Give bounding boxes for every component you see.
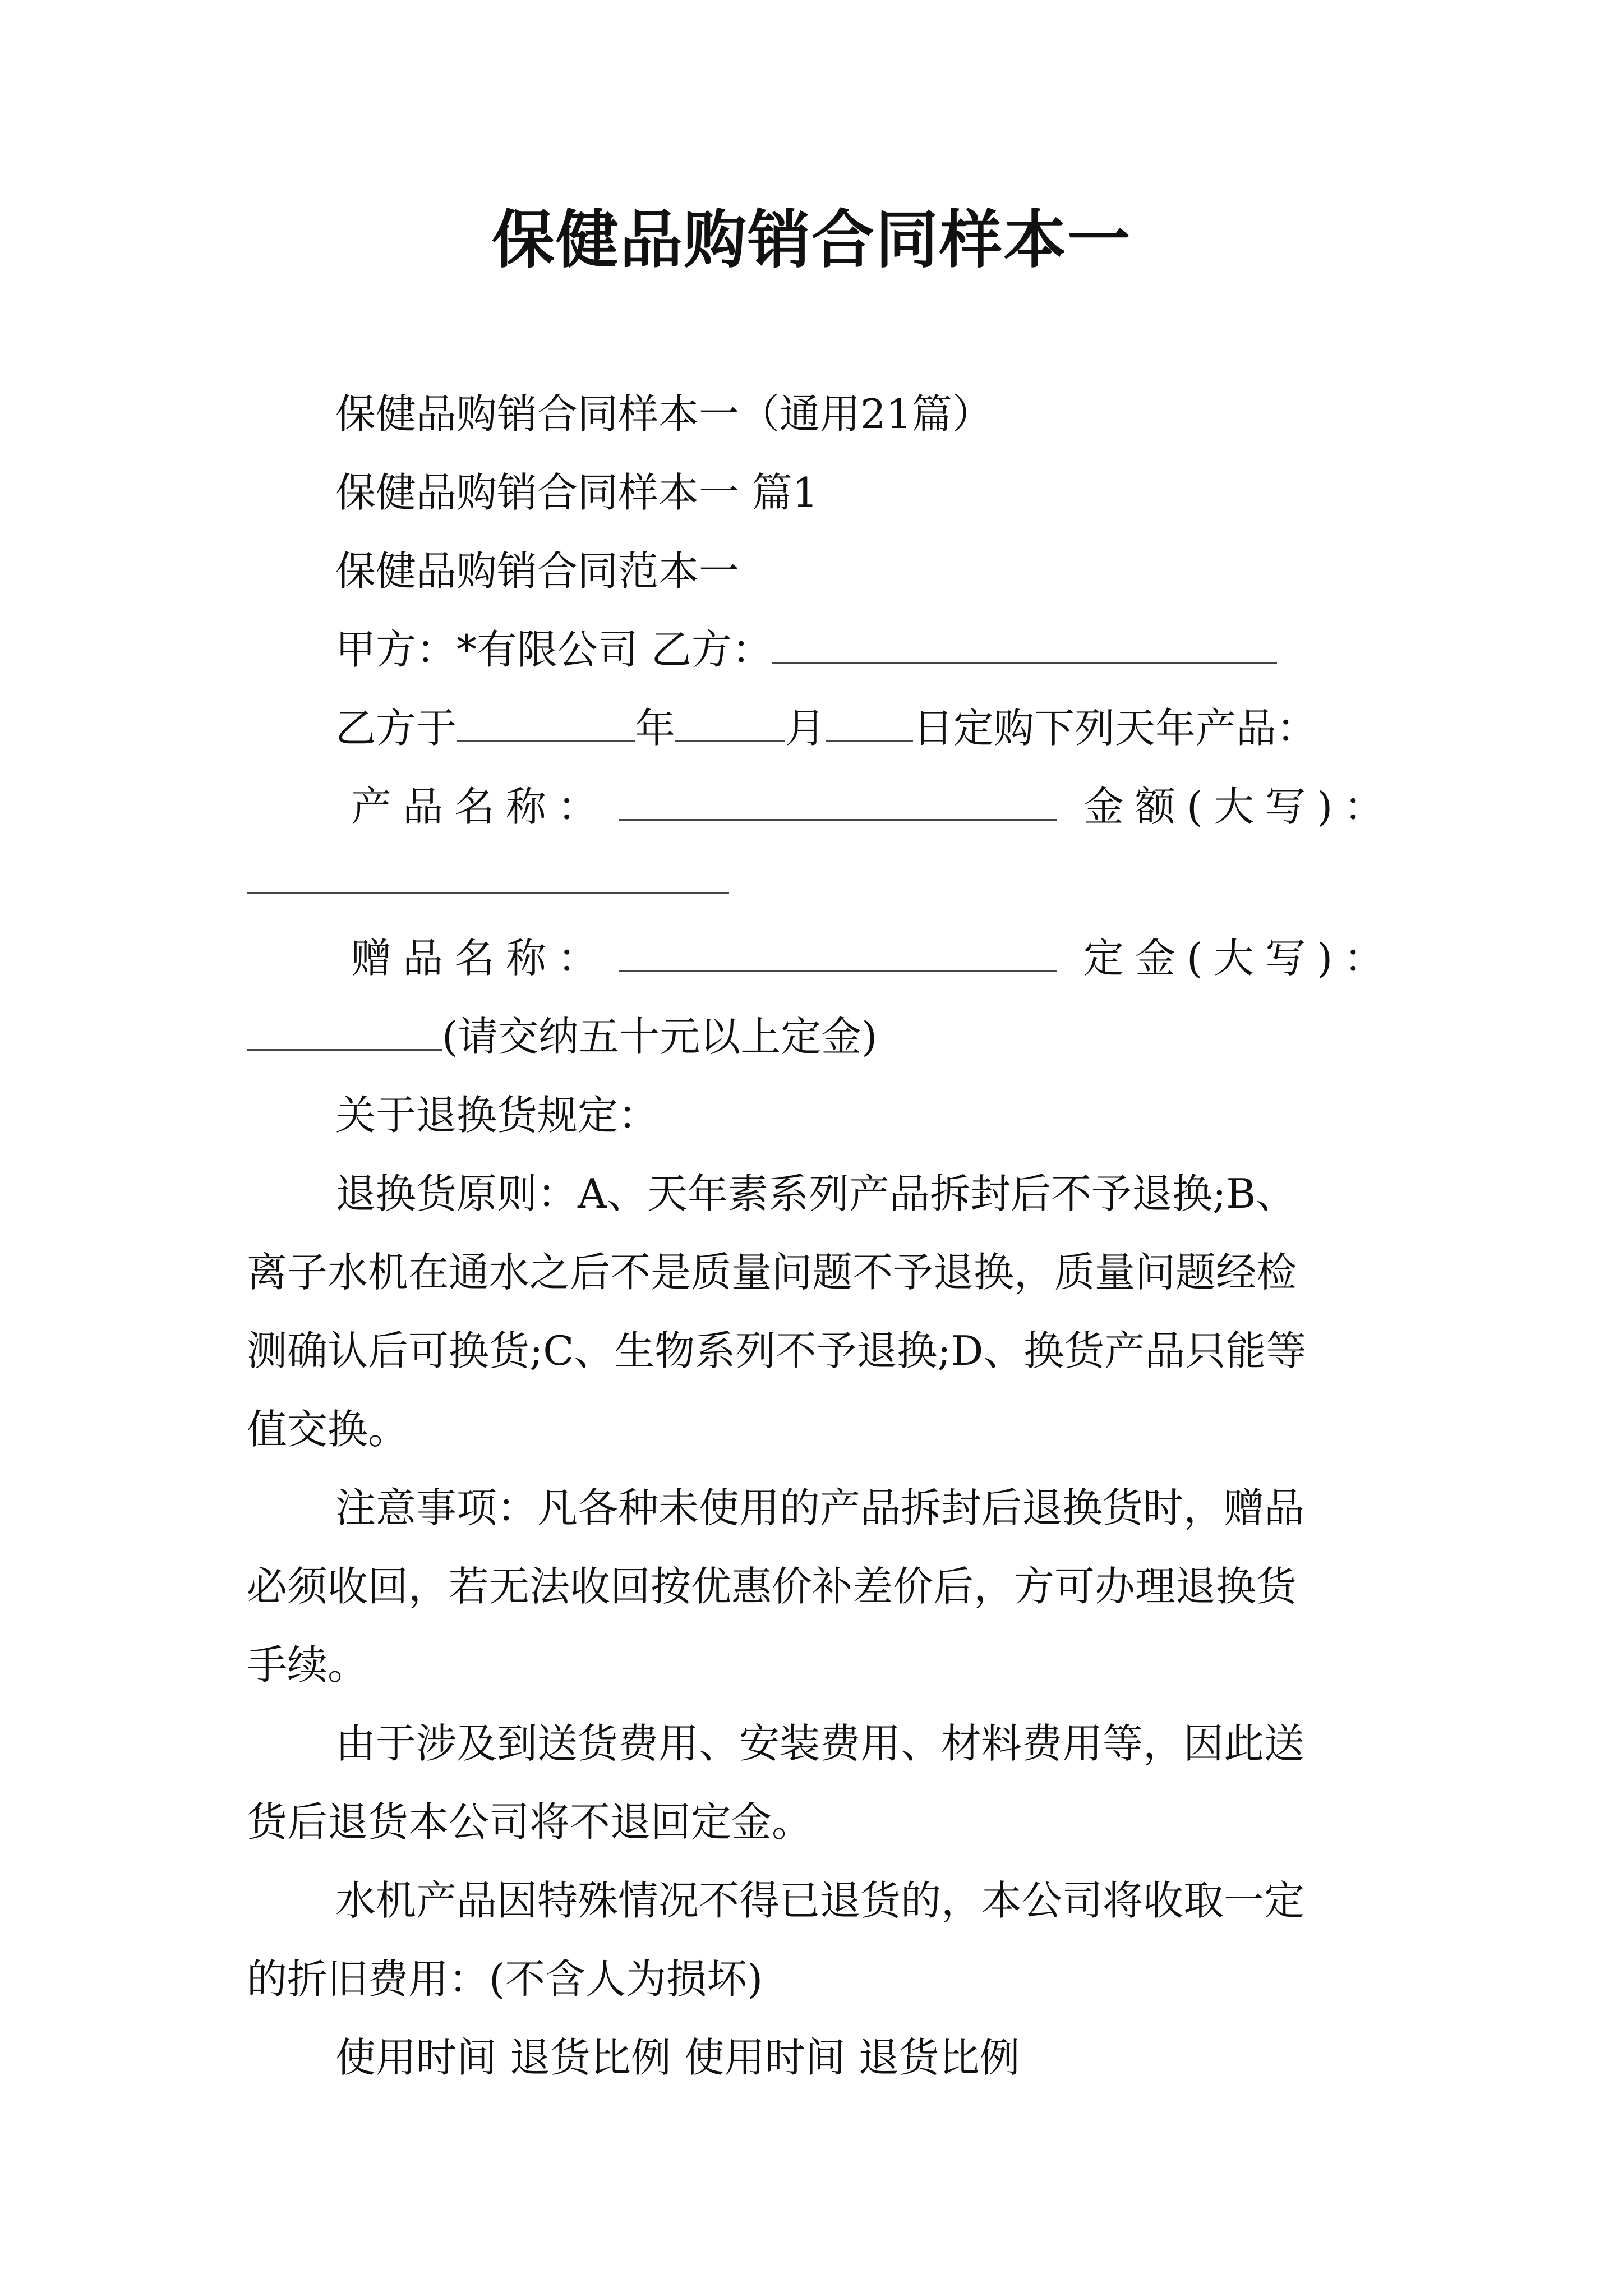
paragraph-line: 必须收回，若无法收回按优惠价补差价后，方可办理退换货 [247,1563,1297,1610]
paragraph-line: 注意事项：凡各种未使用的产品拆封后退换货时，赠品 [335,1484,1305,1531]
gift-name-blank[interactable] [619,936,1057,972]
contract-name-line: 保健品购销合同范本一 [335,547,740,595]
deposit-continuation-line [247,1009,877,1065]
paragraph-line: 水机产品因特殊情况不得已退货的，本公司将收取一定 [335,1877,1305,1924]
amount-label-wrap [1083,779,1395,835]
gift-name-label: 赠品名称： [351,935,610,982]
paragraph-line: 由于涉及到送货费用、安装费用、材料费用等，因此送 [335,1720,1305,1767]
product-name-blank[interactable] [619,784,1057,821]
paragraph-line: 测确认后可换货;C、生物系列不予退换;D、换货产品只能等 [247,1327,1307,1374]
order-date-prefix: 乙方于 [335,705,457,752]
paragraph-line: 退换货原则：A、天年素系列产品拆封后不予退换;B、 [335,1170,1297,1217]
year-blank[interactable] [457,706,635,742]
paragraph-line: 离子水机在通水之后不是质量问题不予退换，质量问题经检 [247,1249,1297,1296]
deposit-label-wrap [1083,930,1395,986]
year-label: 年 [635,705,676,752]
amount-continuation-line [247,852,729,908]
deposit-blank[interactable] [247,1014,442,1051]
amount-blank[interactable] [247,857,729,894]
return-rules-heading: 关于退换货规定： [335,1092,659,1139]
paragraph-line: 货后退货本公司将不退回定金。 [247,1798,813,1846]
paragraph-line: 手续。 [247,1641,368,1688]
parties-line [335,622,1277,678]
parties-label: 甲方：*有限公司 乙方： [335,626,772,673]
product-name-label: 产品名称： [351,783,610,830]
paragraph-line: 的折旧费用：(不含人为损坏) [247,1955,763,2003]
order-date-suffix: 日定购下列天年产品： [913,705,1317,752]
deposit-label: 定金(大写)： [1083,935,1396,982]
order-date-line [335,700,1317,756]
day-blank[interactable] [826,706,913,742]
deposit-note: (请交纳五十元以上定金) [442,1013,878,1060]
product-name-line [351,779,1057,835]
section-heading: 保健品购销合同样本一 篇1 [335,469,818,516]
amount-label: 金额(大写)： [1083,783,1396,830]
paragraph-line: 值交换。 [247,1406,409,1453]
table-header-line: 使用时间 退货比例 使用时间 退货比例 [335,2034,1020,2081]
month-label: 月 [785,705,826,752]
document-title: 保健品购销合同样本一 [492,204,1131,277]
gift-name-line [351,930,1057,986]
party-b-blank[interactable] [772,627,1277,664]
subtitle-line: 保健品购销合同样本一（通用21篇） [335,390,993,438]
month-blank[interactable] [675,706,785,742]
